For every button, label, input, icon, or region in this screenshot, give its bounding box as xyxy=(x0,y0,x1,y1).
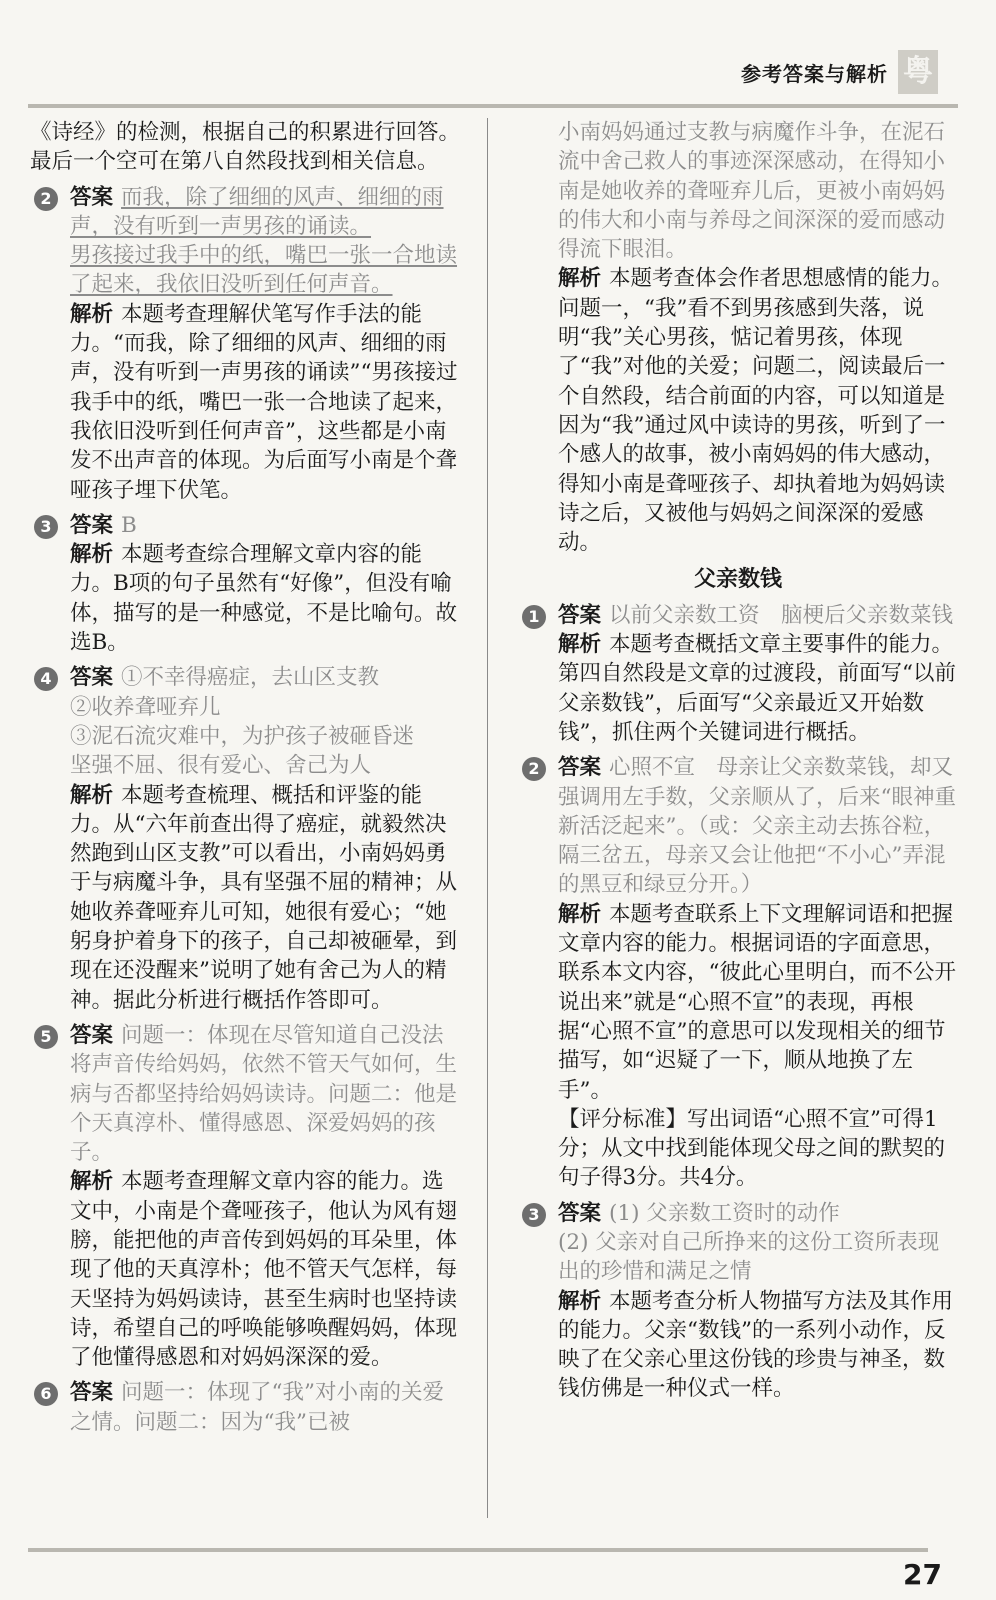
question-number: 3 xyxy=(522,1203,546,1227)
answer-label: 答案 xyxy=(558,602,602,628)
analysis-text: 本题考查体会作者思想感情的能力。问题一，“我”看不到男孩感到失落，说明“我”关心男孩，惦记着男孩，体现了“我”对他的关爱；问题二，阅读最后一个自然段，结合前面的内容，可以知道是因为“我”通过风中读诗的男孩，听到了一个感人的故事，被小南妈妈的伟大感动，得知小南是聋哑孩子、却执着地为妈妈读诗之后，又被他与妈妈之间深深的爱感动。 xyxy=(558,266,954,556)
page-header xyxy=(0,0,996,100)
answer-text: 问题一：体现在尽管知道自己没法将声音传给妈妈，依然不管天气如何，生病与否都坚持给妈妈读诗。问题二：他是个天真淳朴、懂得感恩、深爱妈妈的孩子。 xyxy=(70,1022,458,1166)
question-4-block xyxy=(30,663,462,1015)
question-number: 6 xyxy=(34,1382,58,1406)
answer-text: 以前父亲数工资 脑梗后父亲数菜钱 xyxy=(609,602,954,628)
answer-text: 问题一：体现了“我”对小南的关爱之情。问题二：因为“我”已被 xyxy=(70,1380,445,1435)
analysis-text: 本题考查综合理解文章内容的能力。B项的句子虽然有“好像”，但没有喻体，描写的是一种感觉，不是比喻句。故选B。 xyxy=(70,542,458,656)
answer-text: 坚强不屈、很有爱心、舍己为人 xyxy=(70,753,372,779)
answer-label: 答案 xyxy=(558,755,602,781)
answer-label: 答案 xyxy=(70,184,114,210)
answer-text: 男孩接过我手中的纸，嘴巴一张一合地读了起来，我依旧没听到任何声音。 xyxy=(70,243,458,298)
page-number: 27 xyxy=(903,1558,942,1591)
bottom-rule xyxy=(28,1548,928,1552)
analysis-label: 解析 xyxy=(558,901,602,927)
answer-text: 心照不宣 母亲让父亲数菜钱，却又强调用左手数，父亲顺从了，后来“眼神重新活泛起来”。（或：父亲主动去拣谷粒，隔三岔五，母亲又会让他把“不小心”弄混的黑豆和绿豆分开。） xyxy=(558,755,956,898)
analysis-text: 本题考查分析人物描写方法及其作用的能力。父亲“数钱”的一系列小动作，反映了在父亲心里这份钱的珍贵与神圣，数钱仿佛是一种仪式一样。 xyxy=(558,1288,954,1402)
question-number: 2 xyxy=(522,757,546,781)
right-column xyxy=(518,118,958,1404)
question-2-block xyxy=(30,183,462,242)
question-number: 4 xyxy=(34,667,58,691)
question-6-block xyxy=(30,1378,462,1437)
question-2-block xyxy=(518,753,958,1192)
column-divider xyxy=(487,118,488,1518)
answer-label: 答案 xyxy=(70,665,114,691)
answer-text: B xyxy=(121,512,137,538)
analysis-text: 本题考查理解伏笔写作手法的能力。“而我，除了细细的风声、细细的雨声，没有听到一声男孩的诵读”“男孩接过我手中的纸，嘴巴一张一合地读了起来，我依旧没听到任何声音”，这些都是小南发不出声音的体现。为后面写小南是个聋哑孩子埋下伏笔。 xyxy=(70,301,458,503)
answer-text: 而我，除了细细的风声、细细的雨声，没有听到一声男孩的诵读。 xyxy=(70,184,444,239)
answer-text: ①不幸得癌症，去山区支教 xyxy=(121,665,380,691)
left-column xyxy=(30,118,462,1437)
analysis-text: 本题考查概括文章主要事件的能力。第四自然段是文章的过渡段，前面写“以前父亲数钱”，后面写“父亲最近又开始数钱”，抓住两个关键词进行概括。 xyxy=(558,632,956,745)
question-5-block xyxy=(30,1021,462,1373)
answer-label: 答案 xyxy=(70,1022,114,1048)
analysis-text: 本题考查联系上下文理解词语和把握文章内容的能力。根据词语的字面意思，联系本文内容，“彼此心里明白，而不公开说出来”就是“心照不宣”的表现，再根据“心照不宣”的意思可以发现相关的细节描写，如“迟疑了一下，顺从地换了左手”。 xyxy=(558,901,956,1103)
answer-text: (1) 父亲数工资时的动作 xyxy=(609,1200,840,1226)
analysis-text: 本题考查梳理、概括和评鉴的能力。从“六年前查出得了癌症，就毅然决然跑到山区支教”可以看出，小南妈妈勇于与病魔斗争，具有坚强不屈的精神；从她收养聋哑弃儿可知，她很有爱心；“她躬身护着身下的孩子，自己却被砸晕，到现在还没醒来”说明了她有舍己为人的精神。据此分析进行概括作答即可。 xyxy=(70,782,458,1013)
question-3-block xyxy=(30,511,462,657)
answer-label: 答案 xyxy=(558,1200,602,1226)
answer-text: ②收养聋哑弃儿 xyxy=(70,694,221,720)
analysis-label: 解析 xyxy=(558,632,602,658)
question-number: 3 xyxy=(34,515,58,539)
question-number: 2 xyxy=(34,187,58,211)
scoring-criteria: 【评分标准】写出词语“心照不宣”可得1分；从文中找到能体现父母之间的默契的句子得3分。共4分。 xyxy=(558,1106,946,1191)
header-title: 参考答案与解析 xyxy=(741,62,888,86)
top-rule xyxy=(28,104,958,108)
analysis-text: 本题考查理解文章内容的能力。选文中，小南是个聋哑孩子，他认为风有翅膀，能把他的声音传到妈妈的耳朵里，体现了他的天真淳朴；他不管天气怎样，每天坚持为妈妈读诗，甚至生病时也坚持读诗，希望自己的呼唤能够唤醒妈妈，体现了他懂得感恩和对妈妈深深的爱。 xyxy=(70,1169,458,1371)
analysis-label: 解析 xyxy=(558,266,602,292)
question-number: 1 xyxy=(522,605,546,629)
analysis-label: 解析 xyxy=(70,542,114,568)
answer-continuation: 小南妈妈通过支教与病魔作斗争，在泥石流中舍己救人的事迹深深感动，在得知小南是她收养的聋哑弃儿后，更被小南妈妈的伟大和小南与养母之间深深的爱而感动得流下眼泪。 xyxy=(558,120,946,263)
answer-label: 答案 xyxy=(70,512,114,538)
intro-paragraph: 《诗经》的检测，根据自己的积累进行回答。最后一个空可在第八自然段找到相关信息。 xyxy=(30,120,461,175)
region-badge: 粤 xyxy=(898,50,938,94)
section-title: 父亲数钱 xyxy=(693,567,782,593)
question-number: 5 xyxy=(34,1025,58,1049)
answer-label: 答案 xyxy=(70,1380,114,1406)
analysis-label: 解析 xyxy=(70,301,114,327)
analysis-label: 解析 xyxy=(70,782,114,808)
analysis-label: 解析 xyxy=(70,1169,114,1195)
answer-text: ③泥石流灾难中，为护孩子被砸昏迷 xyxy=(70,723,415,749)
question-3-block xyxy=(518,1199,958,1404)
analysis-label: 解析 xyxy=(558,1288,602,1314)
answer-text: (2) 父亲对自己所挣来的这份工资所表现出的珍惜和满足之情 xyxy=(558,1229,940,1285)
question-1-block xyxy=(518,601,958,747)
